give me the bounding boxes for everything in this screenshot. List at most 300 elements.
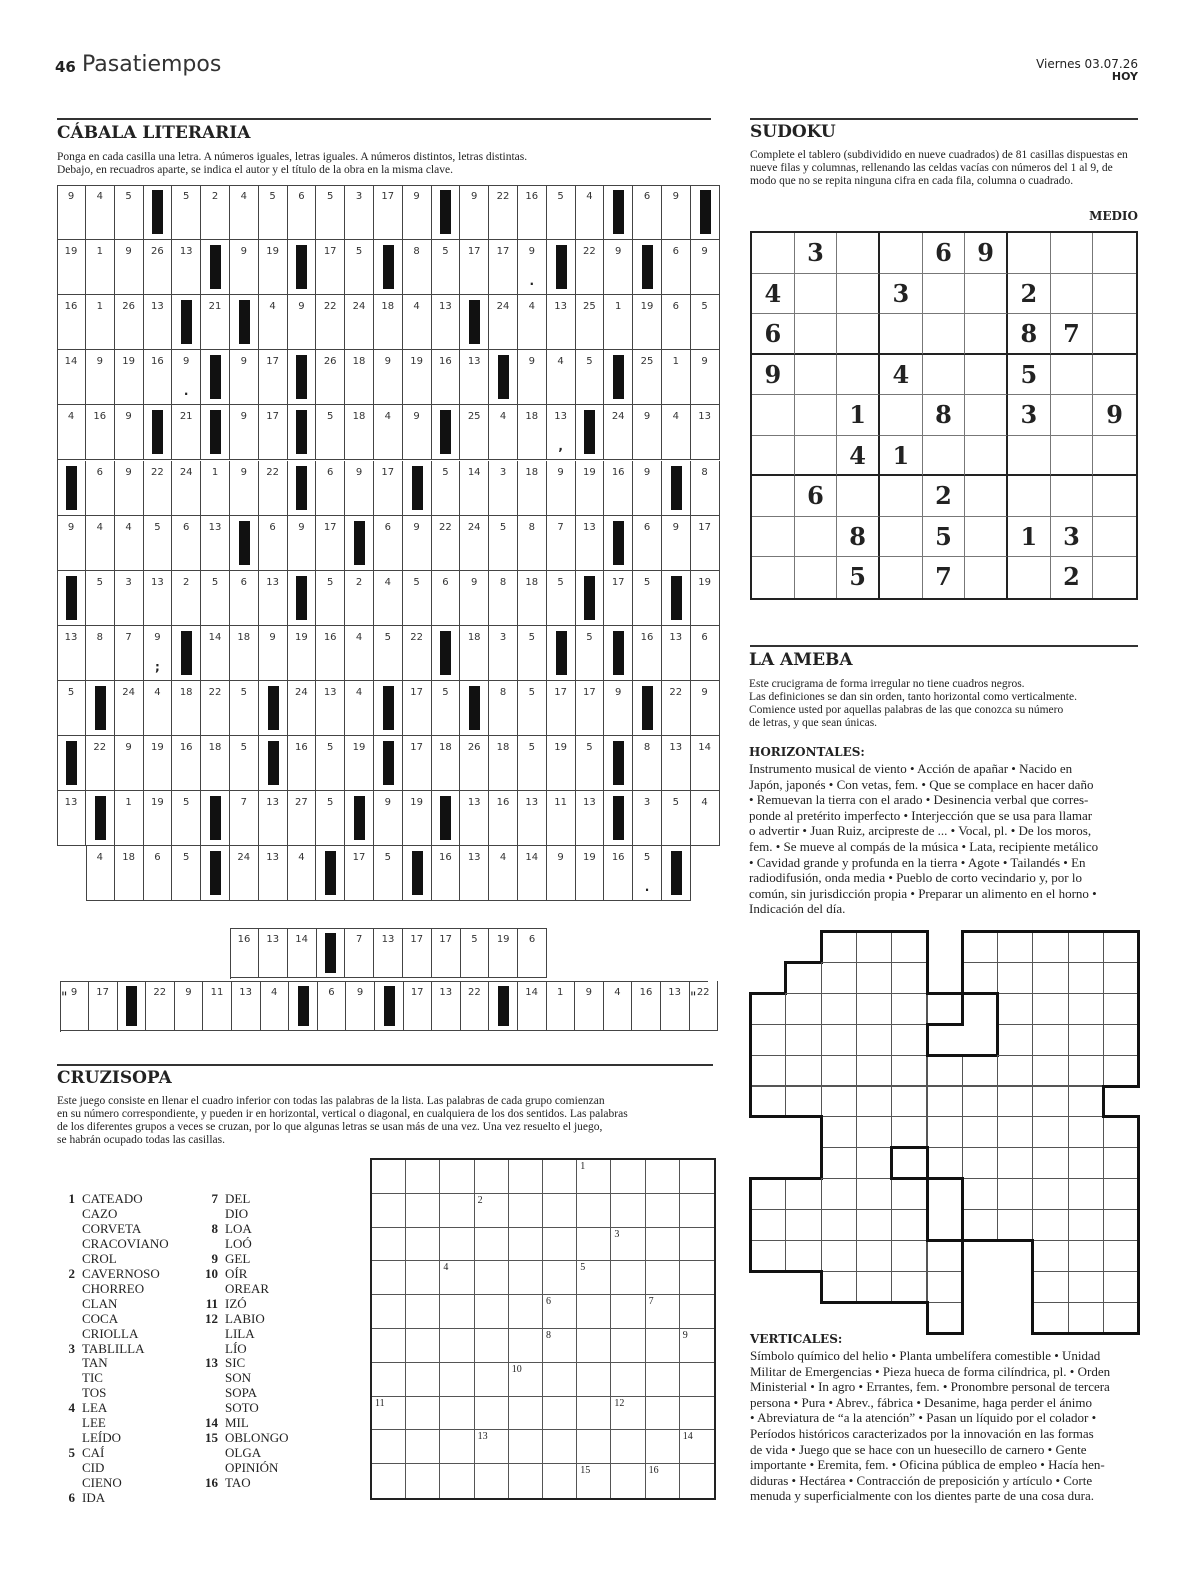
ameba-cell[interactable] xyxy=(821,1024,857,1056)
cabala-cell[interactable] xyxy=(172,461,201,516)
cabala-cell[interactable] xyxy=(662,516,691,571)
cabala-cell[interactable] xyxy=(575,736,604,791)
cabala-cell[interactable] xyxy=(460,516,489,571)
cruzisopa-cell[interactable] xyxy=(680,1160,714,1194)
cruzisopa-cell[interactable] xyxy=(543,1329,577,1363)
cabala-cell[interactable] xyxy=(374,295,403,350)
cruzisopa-cell[interactable] xyxy=(406,1194,440,1228)
sudoku-cell[interactable]: 3 xyxy=(1008,395,1051,436)
cabala-cell[interactable] xyxy=(547,791,576,846)
cabala-cell[interactable] xyxy=(172,240,201,295)
ameba-cell[interactable] xyxy=(1068,1055,1104,1087)
cabala-cell[interactable] xyxy=(172,350,201,405)
ameba-cell[interactable] xyxy=(997,931,1033,963)
cabala-cell[interactable] xyxy=(518,461,547,516)
sudoku-cell[interactable]: 3 xyxy=(880,274,923,315)
cabala-cell[interactable] xyxy=(374,736,403,791)
cruzisopa-cell[interactable] xyxy=(475,1430,509,1464)
cabala-cell[interactable] xyxy=(345,846,374,901)
cabala-cell[interactable] xyxy=(230,626,259,681)
ameba-cell[interactable] xyxy=(821,931,857,963)
cabala-cell[interactable] xyxy=(86,571,115,626)
ameba-cell[interactable] xyxy=(1068,1178,1104,1210)
sudoku-cell[interactable]: 9 xyxy=(752,355,795,396)
cabala-cell[interactable] xyxy=(172,736,201,791)
cabala-cell[interactable] xyxy=(115,185,144,240)
cabala-cell[interactable] xyxy=(259,626,288,681)
ameba-cell[interactable] xyxy=(785,1086,821,1118)
ameba-cell[interactable] xyxy=(1068,1147,1104,1179)
cabala-cell[interactable] xyxy=(287,736,316,791)
cabala-cell[interactable] xyxy=(431,516,460,571)
cruzisopa-cell[interactable] xyxy=(543,1228,577,1262)
cabala-cell[interactable] xyxy=(662,405,691,460)
cruzisopa-cell[interactable] xyxy=(611,1430,645,1464)
cabala-cell[interactable] xyxy=(287,405,316,460)
sudoku-cell[interactable]: 5 xyxy=(837,557,880,598)
cabala-cell[interactable] xyxy=(604,295,633,350)
cruzisopa-cell[interactable] xyxy=(680,1329,714,1363)
cabala-cell[interactable] xyxy=(57,516,86,571)
cabala-cell[interactable] xyxy=(662,240,691,295)
cruzisopa-cell[interactable] xyxy=(543,1464,577,1498)
cabala-cell[interactable] xyxy=(431,846,460,901)
cabala-cell[interactable] xyxy=(345,295,374,350)
cruzisopa-cell[interactable] xyxy=(475,1295,509,1329)
cruzisopa-cell[interactable] xyxy=(646,1464,680,1498)
sudoku-cell[interactable]: 8 xyxy=(1008,314,1051,355)
cabala-cell[interactable] xyxy=(201,736,230,791)
cabala-cell[interactable] xyxy=(604,461,633,516)
ameba-cell[interactable] xyxy=(785,1240,821,1272)
cabala-cell[interactable] xyxy=(518,350,547,405)
cabala-cell[interactable] xyxy=(57,295,86,350)
ameba-cell[interactable] xyxy=(1032,1271,1068,1303)
cabala-cell[interactable] xyxy=(86,626,115,681)
cruzisopa-cell[interactable] xyxy=(543,1295,577,1329)
cabala-cell[interactable] xyxy=(143,461,172,516)
cabala-cell[interactable] xyxy=(201,626,230,681)
cabala-cell[interactable] xyxy=(115,681,144,736)
sudoku-cell[interactable] xyxy=(795,557,838,598)
sudoku-cell[interactable] xyxy=(880,314,923,355)
cabala-cell[interactable] xyxy=(316,791,345,846)
cabala-cell[interactable] xyxy=(201,681,230,736)
sudoku-cell[interactable] xyxy=(1051,476,1094,517)
sudoku-cell[interactable] xyxy=(1093,517,1136,558)
cabala-cell[interactable] xyxy=(518,928,547,978)
cabala-cell[interactable] xyxy=(316,846,345,901)
cabala-cell[interactable] xyxy=(403,626,432,681)
sudoku-cell[interactable] xyxy=(1008,557,1051,598)
ameba-cell[interactable] xyxy=(856,1055,892,1087)
cabala-cell[interactable] xyxy=(489,846,518,901)
ameba-cell[interactable] xyxy=(927,1055,963,1087)
cabala-cell[interactable] xyxy=(575,295,604,350)
ameba-cell[interactable] xyxy=(856,1240,892,1272)
cabala-cell[interactable] xyxy=(201,846,230,901)
cabala-cell[interactable] xyxy=(115,846,144,901)
cruzisopa-cell[interactable] xyxy=(509,1363,543,1397)
cabala-cell[interactable] xyxy=(374,626,403,681)
ameba-cell[interactable] xyxy=(997,962,1033,994)
cruzisopa-cell[interactable] xyxy=(475,1363,509,1397)
ameba-cell[interactable] xyxy=(1032,1086,1068,1118)
cabala-cell[interactable] xyxy=(230,681,259,736)
cabala-cell[interactable] xyxy=(374,240,403,295)
ameba-cell[interactable] xyxy=(962,1147,998,1179)
cabala-cell[interactable] xyxy=(575,626,604,681)
cabala-cell[interactable] xyxy=(575,681,604,736)
cabala-cell[interactable] xyxy=(288,928,317,978)
sudoku-cell[interactable] xyxy=(752,557,795,598)
cabala-cell[interactable] xyxy=(460,681,489,736)
ameba-cell[interactable] xyxy=(927,1086,963,1118)
ameba-cell[interactable] xyxy=(891,1086,927,1118)
sudoku-cell[interactable] xyxy=(1008,233,1051,274)
cabala-cell[interactable] xyxy=(287,295,316,350)
cruzisopa-cell[interactable] xyxy=(440,1397,474,1431)
cabala-cell[interactable] xyxy=(143,240,172,295)
sudoku-cell[interactable] xyxy=(923,355,966,396)
cabala-cell[interactable] xyxy=(633,295,662,350)
ameba-cell[interactable] xyxy=(856,993,892,1025)
cabala-cell[interactable] xyxy=(633,461,662,516)
cabala-cell[interactable] xyxy=(575,350,604,405)
cabala-cell[interactable] xyxy=(575,981,604,1031)
cabala-cell[interactable] xyxy=(691,516,720,571)
cabala-cell[interactable] xyxy=(575,461,604,516)
cabala-cell[interactable] xyxy=(115,405,144,460)
cabala-cell[interactable] xyxy=(345,736,374,791)
cabala-cell[interactable] xyxy=(345,928,374,978)
ameba-cell[interactable] xyxy=(856,1086,892,1118)
cabala-cell[interactable] xyxy=(633,350,662,405)
cabala-cell[interactable] xyxy=(86,736,115,791)
ameba-cell[interactable] xyxy=(1032,1178,1068,1210)
cabala-cell[interactable] xyxy=(259,846,288,901)
ameba-cell[interactable] xyxy=(785,993,821,1025)
sudoku-cell[interactable] xyxy=(965,355,1008,396)
cruzisopa-cell[interactable] xyxy=(509,1194,543,1228)
cabala-cell[interactable] xyxy=(403,791,432,846)
cruzisopa-cell[interactable] xyxy=(440,1295,474,1329)
ameba-cell[interactable] xyxy=(1068,993,1104,1025)
cruzisopa-cell[interactable] xyxy=(680,1363,714,1397)
sudoku-cell[interactable] xyxy=(880,233,923,274)
sudoku-cell[interactable]: 7 xyxy=(923,557,966,598)
cruzisopa-cell[interactable] xyxy=(543,1430,577,1464)
ameba-cell[interactable] xyxy=(750,1178,786,1210)
cruzisopa-cell[interactable] xyxy=(680,1194,714,1228)
sudoku-cell[interactable] xyxy=(1008,436,1051,477)
cabala-cell[interactable] xyxy=(230,240,259,295)
cabala-cell[interactable] xyxy=(460,928,489,978)
sudoku-cell[interactable]: 3 xyxy=(795,233,838,274)
cabala-cell[interactable] xyxy=(201,295,230,350)
ameba-cell[interactable] xyxy=(962,931,998,963)
ameba-cell[interactable] xyxy=(927,1147,963,1179)
cruzisopa-cell[interactable] xyxy=(680,1261,714,1295)
sudoku-cell[interactable] xyxy=(1008,476,1051,517)
cabala-cell[interactable] xyxy=(518,516,547,571)
ameba-cell[interactable] xyxy=(927,1240,963,1272)
cabala-cell[interactable] xyxy=(633,626,662,681)
cabala-cell[interactable] xyxy=(575,185,604,240)
cabala-cell[interactable] xyxy=(691,681,720,736)
sudoku-cell[interactable] xyxy=(923,314,966,355)
ameba-cell[interactable] xyxy=(856,1209,892,1241)
ameba-cell[interactable] xyxy=(1103,1178,1139,1210)
cabala-cell[interactable] xyxy=(403,240,432,295)
cabala-cell[interactable] xyxy=(489,405,518,460)
ameba-cell[interactable] xyxy=(1103,993,1139,1025)
ameba-cell[interactable] xyxy=(891,1271,927,1303)
sudoku-cell[interactable] xyxy=(837,314,880,355)
cabala-cell[interactable] xyxy=(201,571,230,626)
sudoku-cell[interactable] xyxy=(1051,395,1094,436)
ameba-cell[interactable] xyxy=(785,1024,821,1056)
cabala-cell[interactable] xyxy=(604,626,633,681)
ameba-cell[interactable] xyxy=(1032,1302,1068,1334)
ameba-cell[interactable] xyxy=(856,1147,892,1179)
cabala-cell[interactable] xyxy=(575,571,604,626)
cabala-cell[interactable] xyxy=(172,791,201,846)
cabala-cell[interactable] xyxy=(374,461,403,516)
cabala-cell[interactable] xyxy=(346,981,375,1031)
cabala-cell[interactable] xyxy=(518,295,547,350)
ameba-cell[interactable] xyxy=(856,931,892,963)
sudoku-cell[interactable]: 1 xyxy=(837,395,880,436)
sudoku-cell[interactable]: 9 xyxy=(965,233,1008,274)
cabala-cell[interactable] xyxy=(489,516,518,571)
cabala-cell[interactable] xyxy=(57,626,86,681)
ameba-cell[interactable] xyxy=(856,1024,892,1056)
cabala-cell[interactable] xyxy=(547,405,576,460)
sudoku-cell[interactable]: 1 xyxy=(880,436,923,477)
cruzisopa-cell[interactable] xyxy=(509,1464,543,1498)
cabala-cell[interactable] xyxy=(57,240,86,295)
ameba-cell[interactable] xyxy=(1032,1147,1068,1179)
cabala-cell[interactable] xyxy=(604,736,633,791)
cabala-cell[interactable] xyxy=(375,981,404,1031)
ameba-cell[interactable] xyxy=(997,1024,1033,1056)
cruzisopa-cell[interactable] xyxy=(440,1430,474,1464)
sudoku-cell[interactable] xyxy=(795,395,838,436)
cruzisopa-cell[interactable] xyxy=(611,1329,645,1363)
cruzisopa-cell[interactable] xyxy=(509,1160,543,1194)
sudoku-cell[interactable] xyxy=(795,355,838,396)
cabala-cell[interactable] xyxy=(143,681,172,736)
cabala-cell[interactable] xyxy=(604,571,633,626)
cruzisopa-cell[interactable] xyxy=(543,1363,577,1397)
cabala-cell[interactable] xyxy=(460,791,489,846)
cabala-cell[interactable] xyxy=(287,516,316,571)
ameba-cell[interactable] xyxy=(821,993,857,1025)
cabala-cell[interactable] xyxy=(691,350,720,405)
cabala-cell[interactable] xyxy=(633,736,662,791)
cabala-cell[interactable] xyxy=(547,185,576,240)
cabala-cell[interactable] xyxy=(201,405,230,460)
cabala-cell[interactable] xyxy=(460,295,489,350)
ameba-cell[interactable] xyxy=(927,993,963,1025)
cabala-cell[interactable] xyxy=(86,350,115,405)
cabala-cell[interactable] xyxy=(403,350,432,405)
ameba-cell[interactable] xyxy=(821,1240,857,1272)
cabala-cell[interactable] xyxy=(230,736,259,791)
cabala-cell[interactable] xyxy=(345,571,374,626)
cabala-cell[interactable] xyxy=(662,461,691,516)
cruzisopa-cell[interactable] xyxy=(611,1295,645,1329)
ameba-cell[interactable] xyxy=(750,993,786,1025)
cabala-cell[interactable] xyxy=(489,681,518,736)
cruzisopa-cell[interactable] xyxy=(406,1160,440,1194)
cabala-cell[interactable] xyxy=(172,295,201,350)
cruzisopa-cell[interactable] xyxy=(646,1295,680,1329)
cruzisopa-cell[interactable] xyxy=(372,1295,406,1329)
cabala-cell[interactable] xyxy=(431,681,460,736)
sudoku-cell[interactable] xyxy=(1093,233,1136,274)
ameba-cell[interactable] xyxy=(1103,1055,1139,1087)
cabala-cell[interactable] xyxy=(374,571,403,626)
cabala-cell[interactable] xyxy=(604,240,633,295)
cruzisopa-cell[interactable] xyxy=(543,1261,577,1295)
cabala-cell[interactable] xyxy=(374,846,403,901)
cabala-cell[interactable] xyxy=(460,736,489,791)
cabala-cell[interactable] xyxy=(316,681,345,736)
cabala-cell[interactable] xyxy=(86,295,115,350)
cruzisopa-cell[interactable] xyxy=(611,1261,645,1295)
cabala-cell[interactable] xyxy=(374,681,403,736)
ameba-cell[interactable] xyxy=(1032,1055,1068,1087)
cabala-cell[interactable] xyxy=(460,626,489,681)
ameba-cell[interactable] xyxy=(891,1178,927,1210)
cabala-cell[interactable] xyxy=(604,350,633,405)
cabala-cell[interactable] xyxy=(345,461,374,516)
cabala-cell[interactable] xyxy=(431,295,460,350)
cabala-cell[interactable] xyxy=(374,185,403,240)
ameba-cell[interactable] xyxy=(750,1055,786,1087)
cabala-cell[interactable] xyxy=(489,461,518,516)
ameba-cell[interactable] xyxy=(1032,931,1068,963)
ameba-cell[interactable] xyxy=(821,1271,857,1303)
cruzisopa-cell[interactable] xyxy=(577,1329,611,1363)
cabala-cell[interactable] xyxy=(143,571,172,626)
cabala-cell[interactable] xyxy=(115,736,144,791)
cabala-cell[interactable] xyxy=(633,240,662,295)
cabala-cell[interactable] xyxy=(259,295,288,350)
cabala-cell[interactable] xyxy=(489,791,518,846)
cabala-cell[interactable] xyxy=(143,516,172,571)
cabala-cell[interactable] xyxy=(259,185,288,240)
ameba-cell[interactable] xyxy=(1068,1209,1104,1241)
ameba-cell[interactable] xyxy=(1032,1240,1068,1272)
cruzisopa-cell[interactable] xyxy=(440,1464,474,1498)
ameba-cell[interactable] xyxy=(891,1024,927,1056)
cabala-cell[interactable] xyxy=(86,846,115,901)
cabala-cell[interactable] xyxy=(143,736,172,791)
cabala-cell[interactable] xyxy=(287,350,316,405)
cabala-cell[interactable] xyxy=(345,350,374,405)
ameba-cell[interactable] xyxy=(891,1209,927,1241)
cabala-cell[interactable] xyxy=(633,571,662,626)
sudoku-cell[interactable] xyxy=(965,517,1008,558)
ameba-cell[interactable] xyxy=(891,931,927,963)
ameba-cell[interactable] xyxy=(821,1209,857,1241)
cabala-cell[interactable] xyxy=(575,791,604,846)
sudoku-cell[interactable] xyxy=(965,274,1008,315)
cabala-cell[interactable] xyxy=(345,516,374,571)
cabala-cell[interactable] xyxy=(57,791,86,846)
cruzisopa-cell[interactable] xyxy=(406,1464,440,1498)
cabala-cell[interactable] xyxy=(345,791,374,846)
cabala-cell[interactable] xyxy=(115,350,144,405)
sudoku-cell[interactable]: 5 xyxy=(923,517,966,558)
cruzisopa-cell[interactable] xyxy=(440,1194,474,1228)
cabala-cell[interactable] xyxy=(489,571,518,626)
cabala-cell[interactable] xyxy=(115,295,144,350)
sudoku-cell[interactable] xyxy=(752,233,795,274)
ameba-cell[interactable] xyxy=(997,1147,1033,1179)
cabala-cell[interactable] xyxy=(431,240,460,295)
cabala-cell[interactable] xyxy=(345,405,374,460)
cruzisopa-cell[interactable] xyxy=(406,1363,440,1397)
cruzisopa-cell[interactable] xyxy=(646,1261,680,1295)
sudoku-cell[interactable] xyxy=(837,476,880,517)
cabala-cell[interactable] xyxy=(143,626,172,681)
cabala-cell[interactable] xyxy=(518,626,547,681)
ameba-cell[interactable] xyxy=(1068,1271,1104,1303)
cabala-cell[interactable] xyxy=(632,981,661,1031)
cabala-cell[interactable] xyxy=(662,846,691,901)
cabala-cell[interactable] xyxy=(201,240,230,295)
cabala-cell[interactable] xyxy=(230,571,259,626)
cruzisopa-cell[interactable] xyxy=(406,1430,440,1464)
cabala-cell[interactable] xyxy=(259,571,288,626)
cruzisopa-cell[interactable] xyxy=(372,1464,406,1498)
cabala-cell[interactable] xyxy=(143,791,172,846)
cabala-cell[interactable] xyxy=(374,405,403,460)
cabala-cell[interactable] xyxy=(143,350,172,405)
cabala-cell[interactable] xyxy=(662,295,691,350)
ameba-cell[interactable] xyxy=(1068,931,1104,963)
cruzisopa-cell[interactable] xyxy=(475,1464,509,1498)
cabala-cell[interactable] xyxy=(86,240,115,295)
cabala-cell[interactable] xyxy=(662,791,691,846)
sudoku-cell[interactable]: 9 xyxy=(1093,395,1136,436)
cabala-cell[interactable] xyxy=(518,240,547,295)
cabala-cell[interactable] xyxy=(316,571,345,626)
cruzisopa-cell[interactable] xyxy=(680,1430,714,1464)
ameba-cell[interactable] xyxy=(891,962,927,994)
ameba-cell[interactable] xyxy=(1068,1024,1104,1056)
cabala-cell[interactable] xyxy=(287,185,316,240)
cabala-cell[interactable] xyxy=(60,981,89,1031)
cabala-cell[interactable] xyxy=(201,185,230,240)
cruzisopa-cell[interactable] xyxy=(372,1160,406,1194)
cruzisopa-cell[interactable] xyxy=(611,1228,645,1262)
sudoku-cell[interactable] xyxy=(1093,314,1136,355)
cruzisopa-cell[interactable] xyxy=(440,1329,474,1363)
cabala-cell[interactable] xyxy=(172,405,201,460)
cabala-cell[interactable] xyxy=(633,516,662,571)
cabala-cell[interactable] xyxy=(374,928,403,978)
cruzisopa-cell[interactable] xyxy=(406,1228,440,1262)
cruzisopa-cell[interactable] xyxy=(543,1397,577,1431)
cabala-cell[interactable] xyxy=(203,981,232,1031)
cruzisopa-cell[interactable] xyxy=(372,1430,406,1464)
cruzisopa-cell[interactable] xyxy=(440,1228,474,1262)
